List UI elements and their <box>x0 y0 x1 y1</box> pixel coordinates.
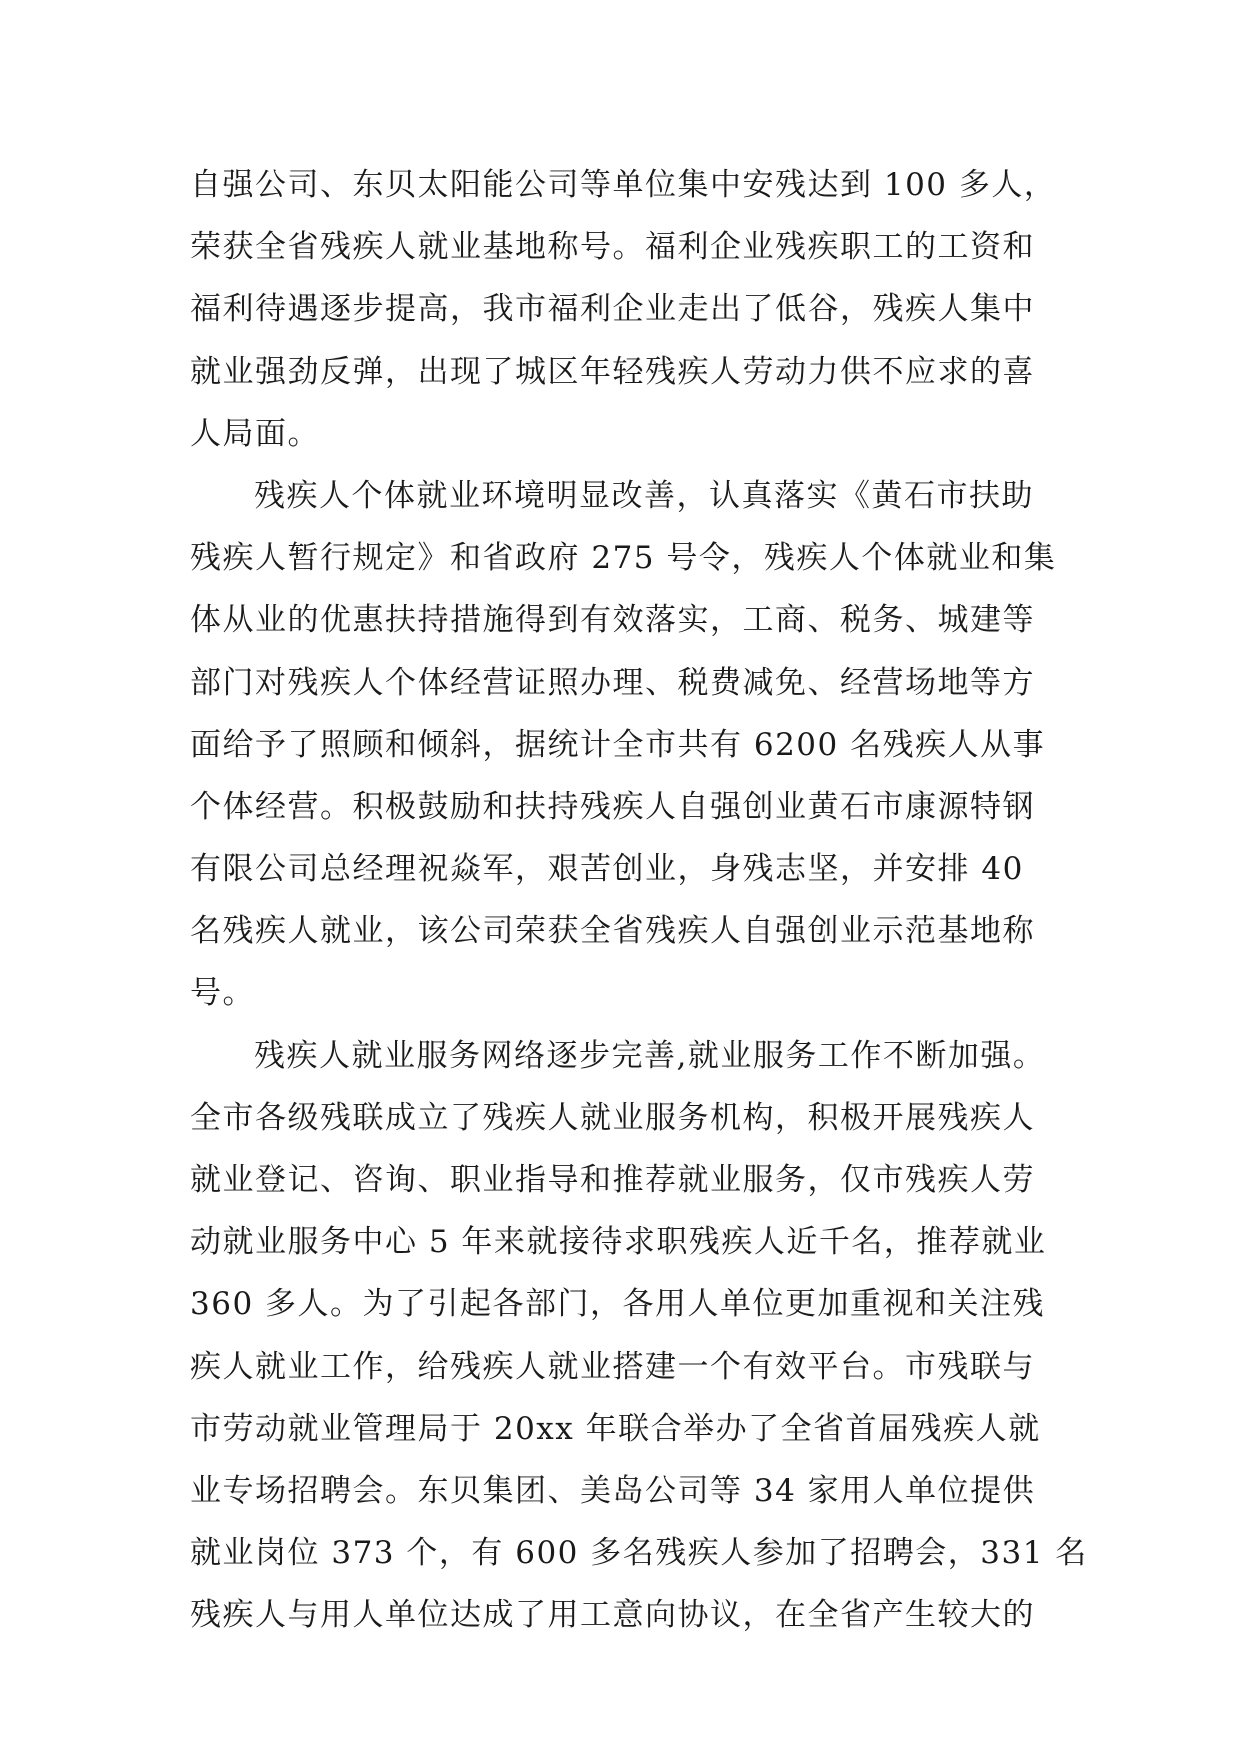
text-line: 残疾人就业服务网络逐步完善,就业服务工作不断加强。 <box>254 1037 1046 1074</box>
text-line: 部门对残疾人个体经营证照办理、税费减免、经营场地等方 <box>190 664 1035 701</box>
text-line: 个体经营。积极鼓励和扶持残疾人自强创业黄石市康源特钢 <box>190 788 1035 825</box>
text-line: 市劳动就业管理局于 20xx 年联合举办了全省首届残疾人就 <box>190 1410 1041 1447</box>
text-line: 残疾人个体就业环境明显改善，认真落实《黄石市扶助 <box>254 477 1034 514</box>
text-line: 业专场招聘会。东贝集团、美岛公司等 34 家用人单位提供 <box>190 1472 1036 1509</box>
text-line: 疾人就业工作，给残疾人就业搭建一个有效平台。市残联与 <box>190 1348 1035 1385</box>
text-line: 360 多人。为了引起各部门，各用人单位更加重视和关注残 <box>190 1286 1046 1323</box>
text-line: 残疾人暂行规定》和省政府 275 号令，残疾人个体就业和集 <box>190 540 1057 577</box>
text-line: 人局面。 <box>190 415 320 452</box>
text-line: 体从业的优惠扶持措施得到有效落实，工商、税务、城建等 <box>190 602 1035 639</box>
document-body <box>190 154 1088 1647</box>
text-line: 有限公司总经理祝焱军，艰苦创业，身残志坚，并安排 40 <box>190 851 1024 888</box>
paragraph-2 <box>190 465 1057 1025</box>
text-line: 荣获全省残疾人就业基地称号。福利企业残疾职工的工资和 <box>190 229 1035 266</box>
text-line: 名残疾人就业，该公司荣获全省残疾人自强创业示范基地称 <box>190 913 1035 950</box>
text-line: 号。 <box>190 975 255 1012</box>
text-line: 残疾人与用人单位达成了用工意向协议，在全省产生较大的 <box>190 1597 1035 1634</box>
text-line: 面给予了照顾和倾斜，据统计全市共有 6200 名残疾人从事 <box>190 726 1046 763</box>
text-line: 全市各级残联成立了残疾人就业服务机构，积极开展残疾人 <box>190 1099 1035 1136</box>
paragraph-1 <box>190 154 1057 465</box>
text-line: 福利待遇逐步提高，我市福利企业走出了低谷，残疾人集中 <box>190 291 1035 328</box>
text-line: 就业强劲反弹，出现了城区年轻残疾人劳动力供不应求的喜 <box>190 353 1035 390</box>
text-line: 就业岗位 373 个，有 600 多名残疾人参加了招聘会，331 名 <box>190 1535 1088 1572</box>
text-line: 就业登记、咨询、职业指导和推荐就业服务，仅市残疾人劳 <box>190 1162 1035 1198</box>
paragraph-3 <box>190 1025 1088 1647</box>
text-line: 动就业服务中心 5 年来就接待求职残疾人近千名，推荐就业 <box>190 1224 1047 1261</box>
text-line: 自强公司、东贝太阳能公司等单位集中安残达到 100 多人， <box>190 167 1057 203</box>
